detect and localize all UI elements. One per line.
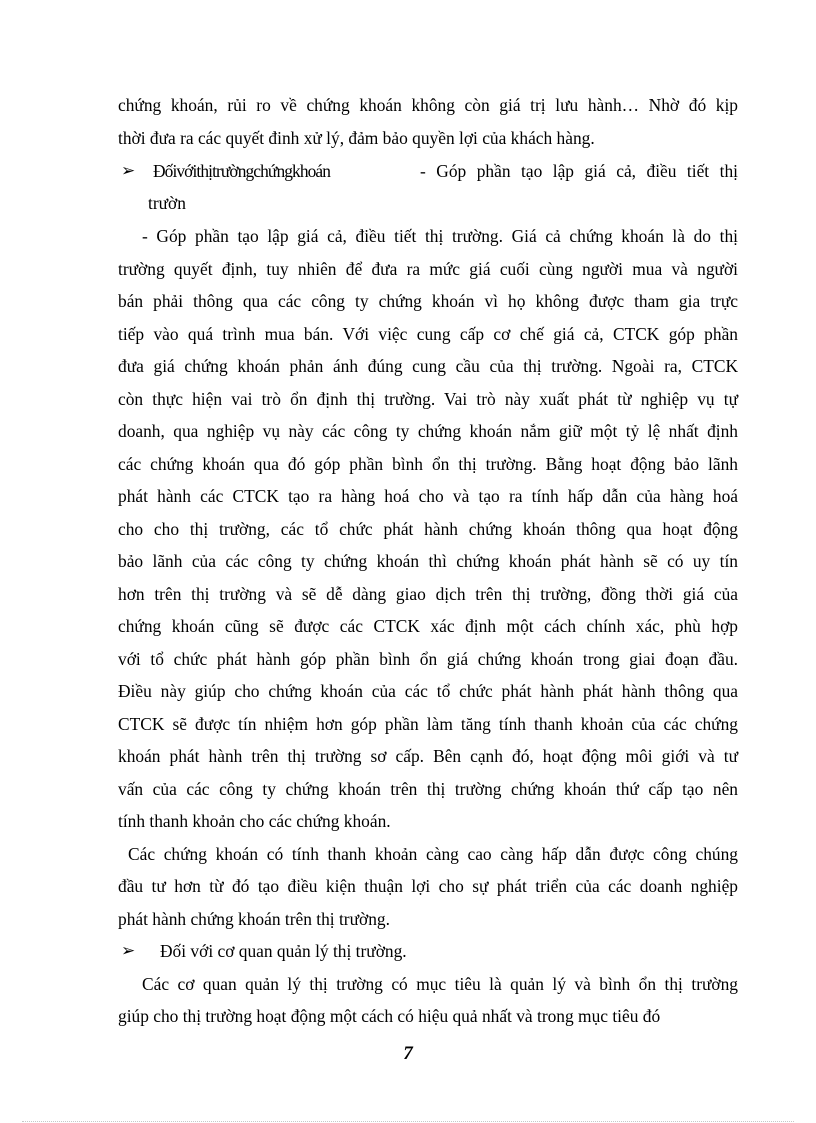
text-line: bảo lãnh của các công ty chứng khoán thì chứng khoán phát hành sẽ có uy tín xyxy=(118,551,738,571)
text-line: tiếp vào quá trình mua bán. Với việc cung cấp cơ chế giá cả, CTCK góp phần xyxy=(118,324,738,344)
text-line: đưa giá chứng khoán phản ánh đúng cung cầu của thị trường. Ngoài ra, CTCK xyxy=(118,356,738,376)
page-number: 7 xyxy=(403,1043,413,1064)
text-line: doanh, qua nghiệp vụ này các công ty chứng khoán nắm giữ một tỷ lệ nhất định xyxy=(118,421,738,441)
text-line: cho cho thị trường, các tổ chức phát hành chứng khoán thông qua hoạt động xyxy=(118,519,738,539)
bullet-heading: Đốivớithịtrườngchứngkhoán xyxy=(153,161,331,181)
text-line: chứng khoán cũng sẽ được các CTCK xác định một cách chính xác, phù hợp xyxy=(118,616,738,636)
text-line: - Góp phần tạo lập giá cả, điều tiết thị trường. Giá cả chứng khoán là do thị xyxy=(142,226,738,246)
text-line: giúp cho thị trường hoạt động một cách có hiệu quả nhất và trong mục tiêu đó xyxy=(118,1006,661,1026)
text-line: tính thanh khoản cho các chứng khoán. xyxy=(118,811,391,831)
text-line: khoán phát hành trên thị trường sơ cấp. Bên cạnh đó, hoạt động môi giới và tư xyxy=(118,746,738,766)
text-line: bán phải thông qua các công ty chứng khoán vì họ không được tham gia trực xyxy=(118,291,738,311)
text-line: thời đưa ra các quyết đinh xử lý, đảm bảo quyền lợi của khách hàng. xyxy=(118,128,595,148)
arrow-bullet-icon: ➢ xyxy=(121,941,136,960)
text-line: với tổ chức phát hành góp phần bình ổn giá chứng khoán trong giai đoạn đầu. xyxy=(118,649,738,669)
text-line: trườn xyxy=(148,193,186,213)
text-line: CTCK sẽ được tín nhiệm hơn góp phần làm tăng tính thanh khoản của các chứng xyxy=(118,714,738,734)
text-line: trường quyết định, tuy nhiên để đưa ra mức giá cuối cùng người mua và người xyxy=(118,259,738,279)
text-line: còn thực hiện vai trò ổn định thị trường. Vai trò này xuất phát từ nghiệp vụ tự xyxy=(118,389,738,409)
text-line: phát hành các CTCK tạo ra hàng hoá cho và tạo ra tính hấp dẫn của hàng hoá xyxy=(118,486,738,506)
text-line: hơn trên thị trường và sẽ dễ dàng giao dịch trên thị trường, đồng thời giá của xyxy=(118,584,738,604)
text-line: đầu tư hơn từ đó tạo điều kiện thuận lợi cho sự phát triển của các doanh nghiệp xyxy=(118,876,738,896)
text-line: các chứng khoán qua đó góp phần bình ổn thị trường. Bằng hoạt động bảo lãnh xyxy=(118,454,738,474)
text-line: Các chứng khoán có tính thanh khoản càng cao càng hấp dẫn được công chúng xyxy=(128,844,738,864)
bullet-heading-right: - Góp phần tạo lập giá cả, điều tiết thị xyxy=(420,161,738,181)
text-line: vấn của các công ty chứng khoán trên thị trường chứng khoán thứ cấp tạo nên xyxy=(118,779,738,799)
footer-divider xyxy=(22,1121,794,1122)
text-line: Điều này giúp cho chứng khoán của các tổ chức phát hành phát hành thông qua xyxy=(118,681,738,701)
text-line: phát hành chứng khoán trên thị trường. xyxy=(118,909,390,929)
text-line: chứng khoán, rủi ro về chứng khoán không còn giá trị lưu hành… Nhờ đó kịp xyxy=(118,95,738,115)
bullet-heading: Đối với cơ quan quản lý thị trường. xyxy=(160,941,407,961)
text-line: Các cơ quan quản lý thị trường có mục tiêu là quản lý và bình ổn thị trường xyxy=(142,974,738,994)
arrow-bullet-icon: ➢ xyxy=(121,161,136,180)
